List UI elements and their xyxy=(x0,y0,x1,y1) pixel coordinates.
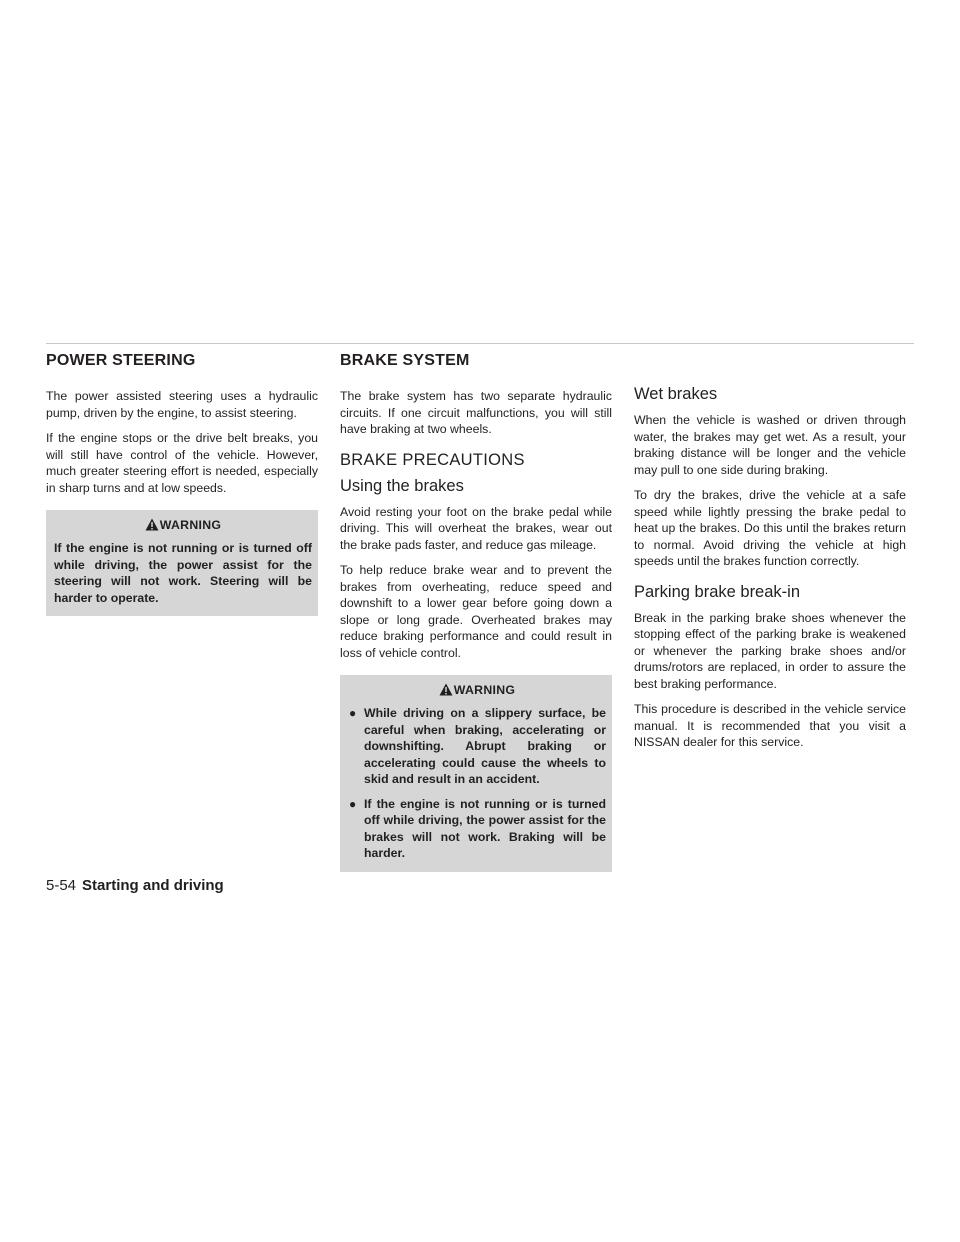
wet-brakes-heading: Wet brakes xyxy=(634,385,718,403)
power-steering-column xyxy=(46,388,318,616)
warning-label: WARNING xyxy=(159,518,222,532)
warning-item-text: While driving on a slippery surface, be careful when braking, accelerating or downshifting. Abrupt braking or accelerating could cause the wheels to skid and result in an accident. xyxy=(364,706,606,786)
using-brakes-heading: Using the brakes xyxy=(340,476,464,495)
warning-list-item xyxy=(348,796,606,862)
warning-header xyxy=(54,516,312,534)
brake-system-title: BRAKE SYSTEM xyxy=(340,352,470,369)
section-divider xyxy=(46,343,914,344)
brake-system-intro: The brake system has two separate hydraulic circuits. If one circuit malfunctions, you will still have braking at two wheels. xyxy=(340,389,612,436)
using-brakes-paragraph: To help reduce brake wear and to prevent the brakes from overheating, reduce speed and downshift to a lower gear before going down a slope or long grade. Overheated brakes may reduce braking performance and could result in loss of vehicle control. xyxy=(340,563,612,660)
warning-list-item xyxy=(348,705,606,788)
page-number: 5-54 xyxy=(46,877,77,894)
warning-header xyxy=(348,681,606,699)
warning-triangle-icon xyxy=(439,683,453,696)
warning-text: If the engine is not running or is turned off while driving, the power assist for the steering will not work. Steering will be harder to operate. xyxy=(54,541,312,605)
parking-brake-heading: Parking brake break-in xyxy=(634,582,800,601)
bullet-icon: ● xyxy=(349,706,357,720)
warning-item-text: If the engine is not running or is turned off while driving, the power assist for the brakes will not work. Braking will be harder. xyxy=(364,796,606,860)
power-steering-paragraph: If the engine stops or the drive belt breaks, you will still have control of the vehicle. However, much greater steering effort is needed, especially in sharp turns and at low speeds. xyxy=(46,431,318,495)
using-brakes-paragraph: Avoid resting your foot on the brake pedal while driving. This will overheat the brakes, wear out the brake pads faster, and reduce gas mileage. xyxy=(340,504,612,552)
bullet-icon: ● xyxy=(349,796,357,811)
page-footer xyxy=(46,877,224,895)
warning-list xyxy=(348,705,606,862)
power-steering-paragraph: The power assisted steering uses a hydraulic pump, driven by the engine, to assist steering. xyxy=(46,389,318,420)
brake-warning-box xyxy=(340,675,612,872)
parking-brake-paragraph: This procedure is described in the vehicle service manual. It is recommended that you visit a NISSAN dealer for this service. xyxy=(634,702,906,749)
power-steering-warning-box xyxy=(46,510,318,616)
wet-brakes-paragraph: To dry the brakes, drive the vehicle at a safe speed while lightly pressing the brake pedal to heat up the brakes. Do this until the brakes return to normal. Avoid driving the vehicle at high speeds until the brakes function correctly. xyxy=(634,488,906,568)
brake-system-column xyxy=(340,388,612,872)
power-steering-title: POWER STEERING xyxy=(46,352,196,369)
wet-parking-brakes-column xyxy=(634,384,906,760)
brake-precautions-heading: BRAKE PRECAUTIONS xyxy=(340,450,525,469)
parking-brake-paragraph: Break in the parking brake shoes whenever the stopping effect of the parking brake is weakened or whenever the parking brake shoes and/or drums/rotors are replaced, in order to assure the best braking performance. xyxy=(634,610,906,691)
wet-brakes-paragraph: When the vehicle is washed or driven through water, the brakes may get wet. As a result, your braking distance will be longer and the vehicle may pull to one side during braking. xyxy=(634,413,906,477)
warning-label: WARNING xyxy=(453,683,516,697)
chapter-title: Starting and driving xyxy=(82,877,224,894)
warning-triangle-icon xyxy=(145,518,159,531)
